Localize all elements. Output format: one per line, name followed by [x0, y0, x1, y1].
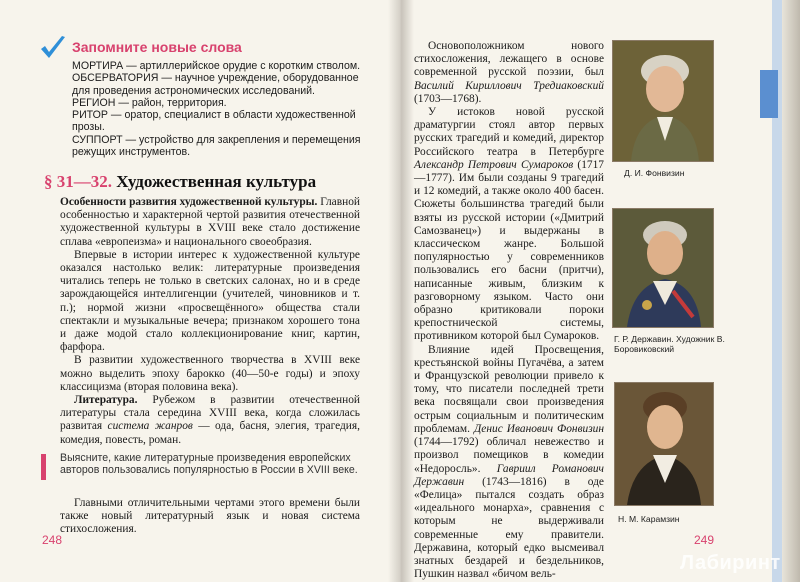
- section-heading: Художественная культура: [116, 172, 317, 191]
- page-number-left: 248: [42, 533, 63, 547]
- page-edge: [782, 0, 800, 582]
- portrait-fonvizin: [612, 40, 714, 162]
- paragraph: [414, 40, 604, 106]
- term-emphasis: система жанров: [107, 420, 193, 433]
- paragraph: Впервые в истории интерес к художественной культуре оказался настолько велик: литературные произведения читались теперь не только в светских салонах, но и в среде зарождающейся интеллигенции (учителей, чиновников и т. п.); нормой жизни «просвещённого» общества стали спектакли и музыкальные вечера; признаком хорошего тона и даже модой стало коллекционирование книг, картин, фарфора.: [60, 248, 360, 354]
- portrait-derzhavin: [612, 208, 714, 328]
- watermark: Лабиринт: [680, 552, 781, 574]
- caption-derzhavin: Г. Р. Державин. Художник В. Боровиковский: [614, 334, 725, 355]
- paragraph-text: Главной особенностью и характерной чертой развития отечественной художественной культуры в XVIII веке стало достижение сплава «европеизма» и национального своеобразия.: [60, 196, 360, 248]
- paragraph: Главными отличительными чертами этого времени были также новый литературный язык и новая система стихосложения.: [60, 497, 360, 536]
- person-name: Гавриил Романович Державин: [414, 462, 604, 488]
- portrait-karamzin: [614, 382, 714, 506]
- paragraph-text: (1717—1777). Им были созданы 9 трагедий и 12 комедий, а также около 400 басен. Сюжеты большинства трагедий были взяты из русской истории («Дмитрий Самозванец») и выдержаны в классическом жанре. Большой популярностью у современников пользовались его басни (притчи), написанные живым, близким к разговорному языком. Часто они образно критиковали пороки крепостнической системы, противником которой был Сумароков.: [414, 158, 604, 343]
- paragraph-heading: Литература.: [74, 394, 138, 407]
- left-body: [60, 196, 360, 447]
- paragraph: [60, 394, 360, 447]
- section-number: § 31—32.: [44, 172, 112, 191]
- paragraph-text: Рубежом в развитии отечественной литературы стала середина XVIII века, когда сложилась развитая: [60, 394, 360, 433]
- chapter-marker: [760, 70, 778, 118]
- task-marker: [41, 454, 46, 480]
- person-name: Денис Иванович Фонвизин: [474, 422, 604, 435]
- vocab-item: МОРТИРА — артиллерийское орудие с коротким стволом.: [72, 60, 361, 72]
- paragraph: [414, 106, 604, 344]
- vocab-item: СУППОРТ — устройство для закрепления и перемещения режущих инструментов.: [72, 133, 361, 159]
- section-title: [44, 172, 316, 192]
- person-name: Василий Кириллович Тредиаковский: [414, 79, 604, 92]
- gutter-shadow: [388, 0, 414, 582]
- caption-fonvizin: Д. И. Фонвизин: [624, 168, 685, 178]
- paragraph-text: — ода, басня, элегия, трагедия, комедия, повесть, роман.: [60, 420, 360, 446]
- paragraph: [60, 196, 360, 249]
- paragraph-text: Основоположником нового стихосложения, лежащего в основе современной русской поэзии, был: [414, 40, 604, 79]
- page-number-right: 249: [694, 533, 715, 547]
- paragraph-text: У истоков новой русской драматургии стоял автор первых русских трагедий и комедий, директор Российского театра в Петербурге: [414, 106, 604, 158]
- person-name: Александр Петрович Сумароков: [414, 158, 574, 171]
- paragraph-text: (1743—1816) в оде «Фелица» пытался создать образ «идеального монарха», сравнения с которым не выдерживали современные ему правители. Державина, который едко высмеивал знатных бездарей и бездельников, Пушкин назвал «бичом вель-: [414, 475, 604, 581]
- vocab-title: Запомните новые слова: [72, 39, 242, 55]
- paragraph: [414, 344, 604, 582]
- vocab-item: РИТОР — оратор, специалист в области художественной прозы.: [72, 109, 356, 134]
- caption-karamzin: Н. М. Карамзин: [618, 514, 680, 524]
- right-body: [414, 40, 604, 581]
- checkmark-icon: [38, 34, 68, 64]
- vocab-item: РЕГИОН — район, территория.: [72, 96, 227, 109]
- paragraph-text: (1744—1792) обличал невежество и произвол помещиков в комедии «Недоросль».: [414, 436, 604, 475]
- left-conclusion: [60, 497, 360, 537]
- vocab-item: ОБСЕРВАТОРИЯ — научное учреждение, оборудованное для проведения астрономических исследований.: [72, 72, 359, 97]
- paragraph: В развитии художественного творчества в XVIII веке можно выделить эпоху барокко (40—50-е годы) и эпоху классицизма (вторая половина века).: [60, 354, 360, 393]
- task-text: Выясните, какие литературные произведения европейских авторов пользовались популярностью в России в XVIII веке.: [60, 452, 358, 477]
- paragraph-text: (1703—1768).: [414, 92, 482, 105]
- vocab-list: [72, 60, 362, 158]
- paragraph-text: Влияние идей Просвещения, крестьянской войны Пугачёва, а затем и Французской революции привело к тому, что писатели последней трети века посвящали свои произведения острым социальным и политическим проблемам.: [414, 343, 604, 435]
- paragraph-heading: Особенности развития художественной культуры.: [60, 196, 318, 208]
